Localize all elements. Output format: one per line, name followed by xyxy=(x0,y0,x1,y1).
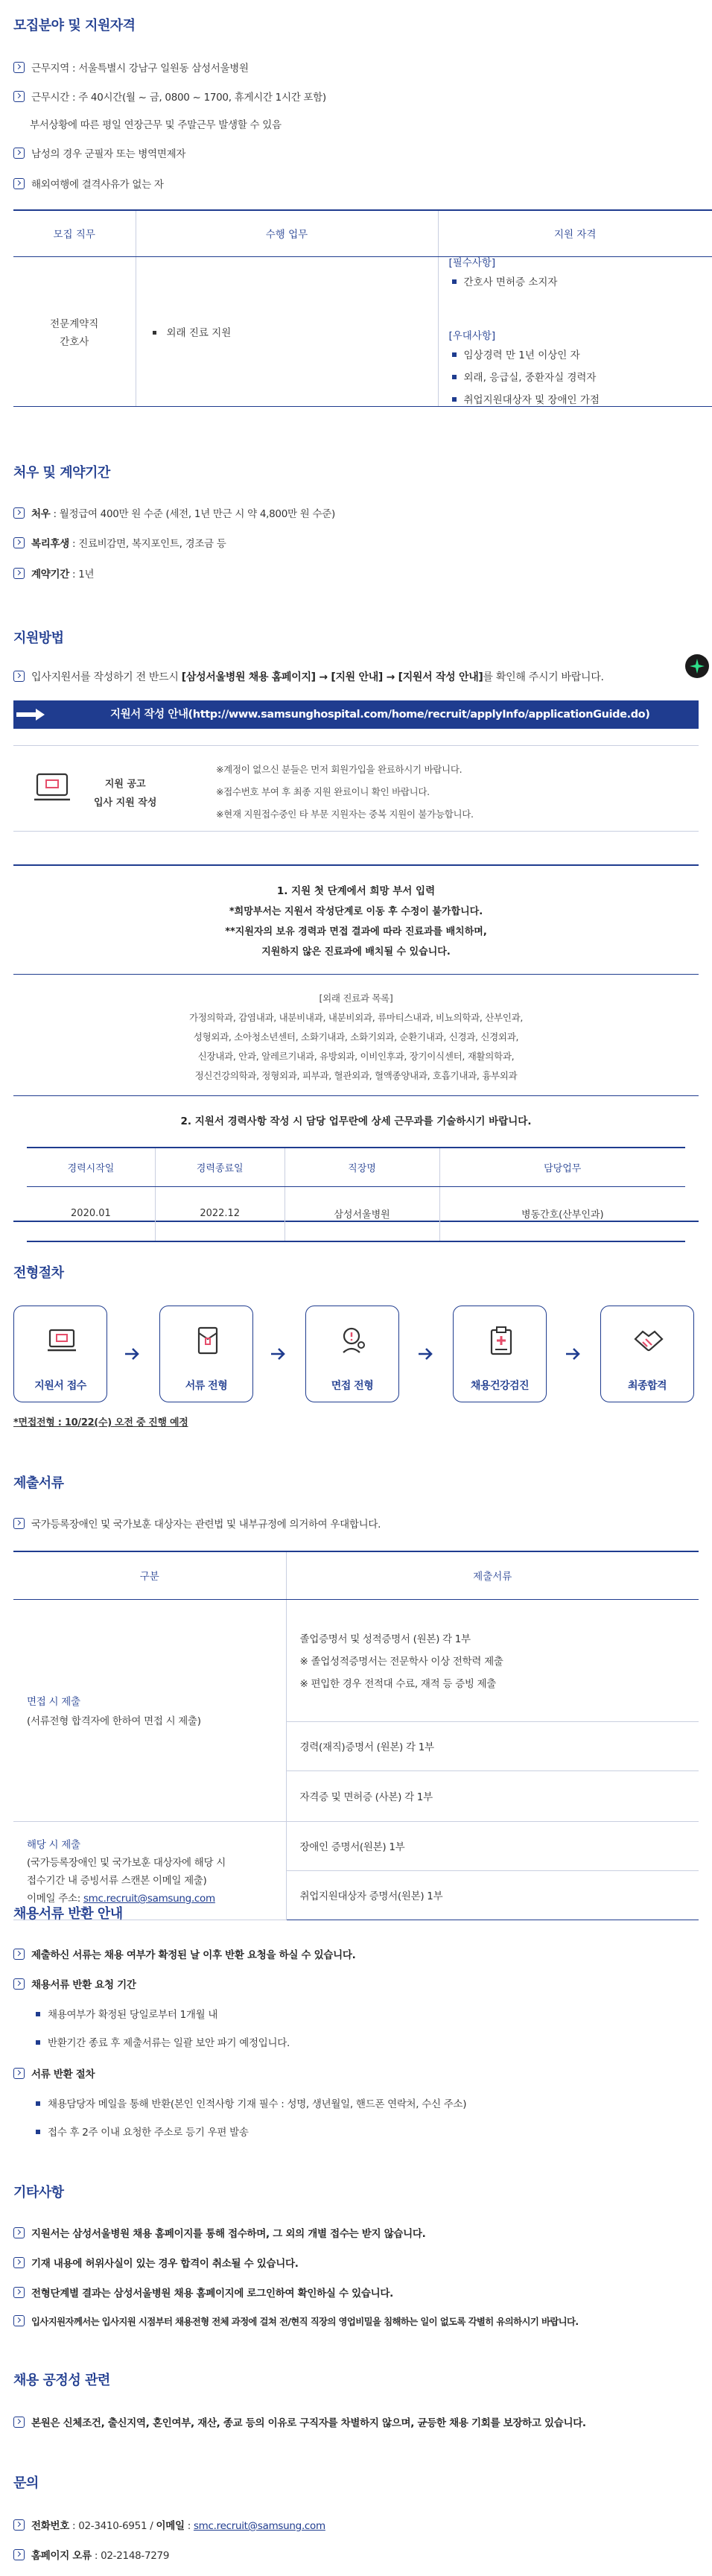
section-title-recruitment: 모집분야 및 지원자격 xyxy=(13,18,136,34)
arrow-right-icon xyxy=(417,1347,433,1361)
handshake-icon xyxy=(634,1326,664,1355)
step1-title: 1. 지원 첫 단계에서 희망 부서 입력 xyxy=(276,885,436,897)
floating-action-button[interactable] xyxy=(685,654,709,678)
section-title-documents: 제출서류 xyxy=(13,1475,64,1491)
arrow-right-icon xyxy=(565,1347,581,1361)
bullet-preference: 국가등록장애인 및 국가보훈 대상자는 관련법 및 내부규정에 의거하여 우대합니다. xyxy=(13,1516,381,1531)
check-icon xyxy=(13,1949,25,1960)
apply-form-box xyxy=(13,745,699,832)
step2-title: 2. 지원서 경력사항 작성 시 담당 업무란에 상세 근무과를 기술하시기 바랍니다. xyxy=(180,1115,532,1127)
doc-graduation: 졸업증명서 및 성적증명서 (원본) 각 1부 ※ 졸업성적증명서는 전문학사 이상 전학력 제출 ※ 편입한 경우 전적대 수료, 재적 등 증빙 제출 xyxy=(286,1599,699,1721)
process-step-final: 최종합격 xyxy=(600,1306,694,1402)
check-icon xyxy=(13,178,25,189)
col-header-duty: 수행 업무 xyxy=(136,210,438,256)
contact-error: 홈페이지 오류 : 02-2148-7279 xyxy=(13,2547,169,2562)
contact-email-link[interactable]: smc.recruit@samsung.com xyxy=(193,2520,325,2532)
check-icon xyxy=(13,2519,25,2531)
section-title-compensation: 처우 및 계약기간 xyxy=(13,465,110,481)
section-title-process: 전형절차 xyxy=(13,1265,64,1281)
return-proc-2: 접수 후 2주 이내 요청한 주소로 등기 우편 발송 xyxy=(36,2124,249,2139)
contact-phone-email: 전화번호 : 02-3410-6951 / 이메일 : smc.recruit@samsung.com xyxy=(13,2517,325,2532)
recruit-email-link[interactable]: smc.recruit@samsung.com xyxy=(83,1893,215,1905)
bullet-welfare: 복리후생 : 진료비감면, 복지포인트, 경조금 등 xyxy=(13,535,226,550)
doc-career: 경력(재직)증명서 (원본) 각 1부 xyxy=(286,1721,699,1770)
check-icon xyxy=(13,537,25,548)
bullet-return-3: 서류 반환 절차 xyxy=(13,2066,95,2080)
check-icon xyxy=(13,2417,25,2428)
fairness-item: 본원은 신체조건, 출신지역, 혼인여부, 재산, 종교 등의 이유로 구직자를 차별하지 않으며, 균등한 채용 기회를 보장하고 있습니다. xyxy=(13,2414,586,2429)
dept-title: [외래 진료과 목록] xyxy=(319,993,393,1004)
recruitment-table xyxy=(13,209,712,407)
process-step-apply: 지원서 접수 xyxy=(13,1306,107,1402)
interview-icon xyxy=(339,1326,369,1355)
target-docs-cell: 해당 시 제출 (국가등록장애인 및 국가보훈 대상자에 해당 시 접수기간 내 증빙서류 스캔본 이메일 제출) 이메일 주소: smc.recruit@samsung.com xyxy=(13,1821,286,1920)
process-step-document: 서류 전형 xyxy=(159,1306,253,1402)
clipboard-medical-icon xyxy=(486,1326,516,1355)
doc-veteran: 취업지원대상자 증명서(원본) 1부 xyxy=(286,1870,699,1920)
check-icon xyxy=(13,507,25,519)
arrow-right-icon xyxy=(270,1347,286,1361)
col-header-qual: 지원 자격 xyxy=(438,210,712,256)
check-icon xyxy=(13,2068,25,2079)
check-icon xyxy=(13,91,25,102)
check-icon xyxy=(13,2227,25,2238)
process-step-interview: 면접 전형 xyxy=(305,1306,399,1402)
bullet-travel: 해외여행에 결격사유가 없는 자 xyxy=(13,176,164,191)
bullet-return-2: 채용서류 반환 요청 기간 xyxy=(13,1976,136,1991)
etc-item-1: 지원서는 삼성서울병원 채용 홈페이지를 통해 접수하며, 그 외의 개별 접수는 받지 않습니다. xyxy=(13,2225,425,2240)
interview-schedule-note: *면접전형 : 10/22(수) 오전 중 진행 예정 xyxy=(13,1417,188,1428)
arrow-right-icon xyxy=(16,709,45,721)
section-title-apply: 지원방법 xyxy=(13,630,64,646)
process-step-health-check: 채용건강검진 xyxy=(453,1306,547,1402)
bullet-hours: 근무시간 : 주 40시간(월 ~ 금, 0800 ~ 1700, 휴게시간 1시간 포함) xyxy=(13,89,326,104)
return-period-1: 채용여부가 확정된 당일로부터 1개월 내 xyxy=(36,2006,217,2021)
hours-note: 부서상황에 따른 평일 연장근무 및 주말근무 발생할 수 있음 xyxy=(30,119,282,131)
envelope-icon xyxy=(193,1326,223,1355)
application-guide-link[interactable]: 지원서 작성 안내(http://www.samsunghospital.com/home/recruit/applyInfo/applicationGuide.do) xyxy=(13,700,699,729)
check-icon xyxy=(13,2549,25,2560)
check-icon xyxy=(13,2287,25,2298)
section-title-etc: 기타사항 xyxy=(13,2185,64,2200)
section-title-contact: 문의 xyxy=(13,2475,39,2491)
check-icon xyxy=(13,148,25,159)
career-example-table: 경력시작일 경력종료일 직장명 담당업무 2020.01 2022.12 삼성서울병원 병동간호(산부인과) xyxy=(27,1147,685,1242)
sparkle-icon xyxy=(685,654,709,678)
doc-license: 자격증 및 면허증 (사본) 각 1부 xyxy=(286,1770,699,1821)
laptop-icon xyxy=(47,1326,77,1355)
laptop-icon xyxy=(33,771,71,806)
interview-docs-cell: 면접 시 제출 (서류전형 합격자에 한하여 면접 시 제출) xyxy=(13,1599,286,1821)
bullet-return-1: 제출하신 서류는 채용 여부가 확정된 날 이후 반환 요청을 하실 수 있습니다. xyxy=(13,1946,355,1961)
bullet-location: 근무지역 : 서울특별시 강남구 일원동 삼성서울병원 xyxy=(13,60,249,75)
etc-item-3: 전형단계별 결과는 삼성서울병원 채용 홈페이지에 로그인하여 확인하실 수 있습니다. xyxy=(13,2285,393,2300)
doc-disability: 장애인 증명서(원본) 1부 xyxy=(286,1821,699,1870)
bullet-military: 남성의 경우 군필자 또는 병역면제자 xyxy=(13,145,185,160)
check-icon xyxy=(13,2315,25,2326)
col-header-job: 모집 직무 xyxy=(13,210,136,256)
etc-item-4: 입사지원자께서는 입사지원 시점부터 채용전형 전체 과정에 걸쳐 전/현직 직장의 영업비밀을 침해하는 일이 없도록 각별히 유의하시기 바랍니다. xyxy=(13,2314,579,2328)
section-title-fairness: 채용 공정성 관련 xyxy=(13,2373,110,2388)
return-period-2: 반환기간 종료 후 제출서류는 일괄 보안 파기 예정입니다. xyxy=(36,2034,290,2049)
apply-steps-box: 1. 지원 첫 단계에서 희망 부서 입력 *희망부서는 지원서 작성단계로 이동 후 수정이 불가합니다. **지원자의 보유 경력과 면접 결과에 따라 진료과를 배치하며, 지원하지 않은 진료과에 배치될 수 있습니다. [외래 진료과 목록] 가정의학과, 감염내과, 내분비내과, 내분비외과, 류마티스내과, 비뇨의학과, 산부인과, 성형외과, 소아청소년센터, 소화기내과, 소화기외과, 순환기내과, 신경과, 신경외과, 신장내과, 안과, 알레르기내과, 유방외과, 이비인후과, 장기이식센터, 재활의학과, 정신건강의학과, 정형외과, 피부과, 혈관외과, 혈액종양내과, 호흡기내과, 흉부외과 2. 지원서 경력사항 작성 시 담당 업무란에 상세 근무과를 기술하시기 바랍니다. 경력시작일 경력종료일 직장명 담당업무 2020.01 2022.12 삼성서울병원 병동간호(산부인과) xyxy=(13,864,699,1222)
check-icon xyxy=(13,2257,25,2268)
etc-item-2: 기재 내용에 허위사실이 있는 경우 합격이 취소될 수 있습니다. xyxy=(13,2255,299,2270)
documents-table: 구분 제출서류 면접 시 제출 (서류전형 합격자에 한하여 면접 시 제출) 졸업증명서 및 성적증명서 (원본) 각 1부 ※ 졸업성적증명서는 전문학사 이상 전학력 제출 ※ 편입한 경우 전적대 수료, 재적 등 증빙 제출 경력(재직)증명서 (원본) 각 1부 자격증 및 면허증 (사본) 각 1부 해당 시 제출 (국가등록장애인 및 국가보훈 대상자에 해당 시 접수기간 내 증빙서류 스캔본 이메일 제출) 이메일 주소: smc.recruit@samsung.com 장애인 증명서(원본) 1부 취업지원대상자 증명서(원본) 1부 xyxy=(13,1551,699,1920)
arrow-right-icon xyxy=(124,1347,140,1361)
duty-cell: 외래 진료 지원 xyxy=(136,256,438,406)
section-title-return: 채용서류 반환 안내 xyxy=(13,1906,123,1922)
job-cell: 전문계약직 간호사 xyxy=(13,256,136,406)
form-label-1: 지원 공고 xyxy=(104,779,146,790)
check-icon xyxy=(13,1978,25,1990)
bullet-contract: 계약기간 : 1년 xyxy=(13,566,94,580)
return-proc-1: 채용담당자 메일을 통해 반환(본인 인적사항 기재 필수 : 성명, 생년월일, 핸드폰 연락처, 수신 주소) xyxy=(36,2095,466,2110)
form-label-2: 입사 지원 작성 xyxy=(94,797,157,808)
qual-cell: [필수사항] 간호사 면허증 소지자 [우대사항] 임상경력 만 1년 이상인 자 외래, 응급실, 중환자실 경력자 취업지원대상자 및 장애인 가점 xyxy=(438,256,712,406)
check-icon xyxy=(13,1518,25,1529)
apply-instruction: 입사지원서를 작성하기 전 반드시 [삼성서울병원 채용 홈페이지] → [지원 안내] → [지원서 작성 안내]를 확인해 주시기 바랍니다. xyxy=(13,669,604,684)
check-icon xyxy=(13,62,25,73)
bullet-salary: 처우 : 월정급여 400만 원 수준 (세전, 1년 만근 시 약 4,800만 원 수준) xyxy=(13,505,335,520)
check-icon xyxy=(13,671,25,682)
form-notes: ※계정이 없으신 분들은 먼저 회원가입을 완료하시기 바랍니다. ※접수번호 부여 후 최종 지원 완료이니 확인 바랍니다. ※현재 지원접수중인 타 부문 지원자는 중복 지원이 불가능합니다. xyxy=(216,764,474,820)
check-icon xyxy=(13,568,25,579)
